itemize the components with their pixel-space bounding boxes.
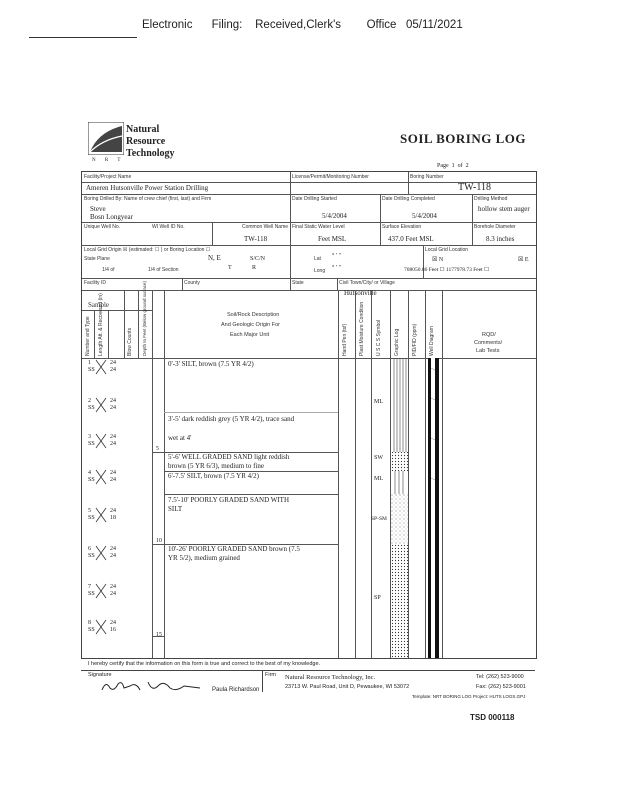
grid-e-value: ☒ E <box>518 257 529 263</box>
grid-n-value: ☒ N <box>432 257 444 263</box>
col-well: Well Diagram <box>429 326 435 356</box>
boring-number-label: Boring Number <box>410 174 444 180</box>
sample-4-len: 24 24 <box>110 470 116 483</box>
col-plastic: Plast Moisture Condition <box>359 301 365 356</box>
col-length-att: Length Att. & Recovered (in) <box>98 293 104 356</box>
sample-2: 2 SS <box>88 398 95 411</box>
signer-name: Paula Richardson <box>212 687 260 693</box>
grid-origin-label: Local Grid Origin ☒ (estimated: ☐ ) or Boring Location ☐ <box>84 247 211 253</box>
col-number-type: Number and Type <box>85 316 91 356</box>
desc-6-7: 6'-7.5' SILT, brown (7.5 YR 4/2) <box>168 472 259 480</box>
driller-firm: Bosn Longyear <box>90 213 133 221</box>
desc-wet: wet at 4' <box>168 434 192 442</box>
firm-label: Firm <box>265 672 276 678</box>
boring-number-value: TW-118 <box>458 182 491 193</box>
coords-value: 708050.86 Feet ☐ 1177978.73 Feet ☐ <box>404 267 489 273</box>
page-title: SOIL BORING LOG <box>400 131 526 146</box>
certify-text: I hereby certify that the information on this form is true and correct to the best of my knowledge. <box>88 661 321 667</box>
sample-3-len: 24 24 <box>110 434 116 447</box>
col-desc-2: And Geologic Origin For <box>221 322 280 328</box>
page-number: Page 1 of 2 <box>437 163 469 169</box>
col-desc-3: Each Major Unit <box>230 332 270 338</box>
method-value: hollow stem auger <box>478 205 530 213</box>
unique-well-label: Unique Well No. <box>84 224 121 230</box>
desc-0-3: 0'-3' SILT, brown (7.5 YR 4/2) <box>168 360 254 368</box>
facility-label: Facility/Project Name <box>84 174 132 180</box>
depth-15: 15 <box>156 632 162 638</box>
col-hand-pen: Hand Pen (tsf) <box>342 323 348 356</box>
facility-id-label: Facility ID <box>84 280 106 286</box>
sample-1-len: 24 24 <box>110 360 116 373</box>
uscs-ml-2: ML <box>374 476 383 482</box>
driller-name: Steve <box>90 205 106 213</box>
common-well-value: TW-118 <box>244 235 268 243</box>
uscs-sp: SP <box>374 595 381 601</box>
sample-5-len: 24 18 <box>110 508 116 521</box>
col-lab-tests: Lab Tests <box>476 348 500 354</box>
col-uscs: U S C S Symbol <box>376 319 382 356</box>
sample-5: 5 SS <box>88 508 95 521</box>
common-well-label: Common Well Name <box>242 224 289 230</box>
sample-8-len: 24 16 <box>110 620 116 633</box>
desc-5-6a: 5'-6' WELL GRADED SAND light reddish <box>168 453 290 461</box>
dnr-well-label: WI Well ID No. <box>152 224 185 230</box>
firm-name: Natural Resource Technology, Inc. <box>285 674 376 681</box>
sample-header: Sample <box>88 301 109 309</box>
lat-label: Lat <box>314 256 321 262</box>
r-value: R <box>252 265 257 271</box>
county-label: County <box>184 280 200 286</box>
boring-log-form <box>81 171 537 659</box>
header-rule <box>29 37 137 38</box>
sample-6-len: 24 24 <box>110 546 116 559</box>
col-desc-1: Soil/Rock Description <box>227 312 280 318</box>
desc-7-10b: SILT <box>168 505 183 513</box>
col-pid: PID/FID (ppm) <box>412 323 418 356</box>
depth-5: 5 <box>156 446 159 452</box>
nrt-logo-icon <box>88 122 124 155</box>
static-water-label: Final Static Water Level <box>292 224 345 230</box>
sample-8: 8 SS <box>88 620 95 633</box>
desc-10-26a: 10'-26' POORLY GRADED SAND brown (7.5 <box>168 545 300 553</box>
col-rqd: RQD/ <box>482 332 496 338</box>
lat-value: ° ' " <box>332 253 341 259</box>
uscs-sw: SW <box>374 455 383 461</box>
long-value: ° ' " <box>332 265 341 271</box>
col-comments: Comments/ <box>474 340 503 346</box>
sample-1: 1 SS <box>88 360 95 373</box>
civil-town-value: Hutsonville <box>344 289 377 297</box>
method-label: Drilling Method <box>474 196 508 202</box>
sample-3: 3 SS <box>88 434 95 447</box>
state-plane-label: State Plane <box>84 256 110 262</box>
state-label: State <box>292 280 304 286</box>
desc-5-6b: brown (5 YR 6/3), medium to fine <box>168 462 264 470</box>
firm-address: 23713 W. Paul Road, Unit D, Pewaukee, WI 53072 <box>285 684 410 690</box>
static-water-value: Feet MSL <box>318 235 347 243</box>
surface-elev-label: Surface Elevation <box>382 224 422 230</box>
date-completed-label: Date Drilling Completed <box>382 196 435 202</box>
scn-value: S/C/N <box>250 256 266 262</box>
firm-tel: Tel: (262) 523-9000 <box>476 674 524 680</box>
desc-3-5: 3'-5' dark reddish grey (5 YR 4/2), trace sand <box>168 415 295 423</box>
col-graphic: Graphic Log <box>394 328 400 356</box>
sample-6: 6 SS <box>88 546 95 559</box>
quarter-label: 1/4 of <box>102 267 115 273</box>
sample-7: 7 SS <box>88 584 95 597</box>
sample-7-len: 24 24 <box>110 584 116 597</box>
depth-10: 10 <box>156 538 162 544</box>
license-label: License/Permit/Monitoring Number <box>292 174 369 180</box>
sample-4: 4 SS <box>88 470 95 483</box>
tsd-stamp: TSD 000118 <box>470 713 515 722</box>
long-label: Long <box>314 268 326 274</box>
signature-label: Signature <box>88 672 112 678</box>
facility-value: Ameren Hutsonville Power Station Drilling <box>86 184 209 192</box>
logo-wordmark: Natural Resource Technology <box>126 124 175 159</box>
sampler-brackets <box>94 358 108 658</box>
ne-value: N, E <box>208 254 221 262</box>
signature-scribble <box>100 678 210 694</box>
graphic-log <box>391 358 408 658</box>
date-started-value: 5/4/2004 <box>322 212 347 220</box>
desc-7-10a: 7.5'-10' POORLY GRADED SAND WITH <box>168 496 290 504</box>
date-started-label: Date Drilling Started <box>292 196 337 202</box>
date-completed-value: 5/4/2004 <box>412 212 437 220</box>
section-label: 1/4 of Section <box>148 267 179 273</box>
surface-elev-value: 437.0 Feet MSL <box>388 235 434 243</box>
civil-town-label: Civil Town/City/ or Village <box>339 280 395 286</box>
filing-stamp: Electronic Filing: Received,Clerk's Office 05/11/2021 <box>142 19 463 31</box>
col-blow-counts: Blow Counts <box>127 327 133 356</box>
local-grid-label: Local Grid Location <box>425 247 469 253</box>
desc-10-26b: YR 5/2), medium grained <box>168 554 240 562</box>
well-diagram <box>426 358 442 658</box>
col-depth: Depth In Feet (Below ground surface) <box>142 280 147 356</box>
sample-2-len: 24 24 <box>110 398 116 411</box>
borehole-diam-value: 8.3 inches <box>486 235 515 243</box>
borehole-diam-label: Borehole Diameter <box>474 224 516 230</box>
t-value: T <box>228 265 232 271</box>
firm-fax: Fax: (262) 523-9001 <box>476 684 526 690</box>
uscs-sp-sm: SP-SM <box>371 516 387 522</box>
template-note: Template: NRT BORING LOG Project: HUTS LOGS.GPJ <box>412 694 526 699</box>
logo-initials: N R T <box>92 158 125 163</box>
drilled-by-label: Boring Drilled By: Name of crew chief (first, last) and Firm <box>84 196 212 202</box>
uscs-ml-1: ML <box>374 399 383 405</box>
